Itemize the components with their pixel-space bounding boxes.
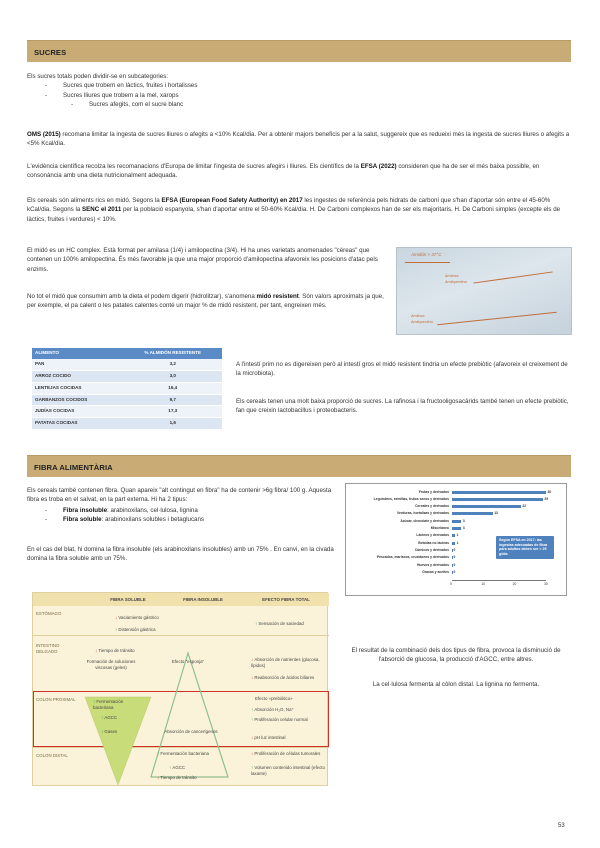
chart-value-label: 29: [544, 496, 549, 501]
chart-bar: [452, 542, 455, 545]
photo-label: Amilopectina: [445, 280, 467, 284]
fibra-intro: [27, 486, 337, 524]
whiteboard-photo: [396, 247, 572, 335]
section-header-sucres: [27, 40, 571, 62]
cell-value: 9,7: [124, 394, 222, 406]
text: A l'intestí prim no es digereixen però al intestí gros el midó resistent tindria un efecte prebiòtic (afavoreix el creixement de la microbiota).: [236, 361, 568, 378]
chart-tick-label: 20: [512, 581, 517, 586]
cellulose-paragraph: [340, 680, 572, 689]
text: Els cereals també contenen fibra. Quan apareix "alt contingut en fibra" ha de contenir >6g fibra/ 100 g. Aquesta fibra es troba en el salvat, en la part externa. Hi ha 2 tipus:: [27, 487, 332, 504]
effect-item: ↓ Tiempo de tránsito: [95, 648, 135, 653]
effect-item: ↓ pH luz intestinal: [251, 735, 286, 740]
chart-category-label: Azúcar, chocolate y derivados: [400, 518, 449, 523]
sucres-intro-block: [27, 72, 571, 109]
photo-label: Amilosa: [445, 274, 459, 278]
text: . Són valors aproximats ja que, per exemple, el pa calent o les patates calentes conté un major % de midó resistent, per tant, engreixen més.: [27, 293, 384, 310]
cell-food: JUDÍAS COCIDAS: [32, 406, 124, 418]
photo-label: Amidón > 37°C: [411, 252, 442, 257]
paragraph-efsa-2022: [27, 162, 571, 181]
chart-tick-label: 0: [450, 581, 452, 586]
col-header: EFECTO FIBRA TOTAL: [262, 597, 310, 602]
text: El midó es un HC complex. Està format per amilasa (1/4) i amilopectina (3/4). Hi ha unes varietats anomenades "céreas" que contenen un 100% amilopectina. És més favorable ja que una major proporció d'amilopectina afavoreix les posicions d'atac pels enzims.: [27, 247, 378, 273]
list-item: [27, 506, 337, 515]
section-title: SUCRES: [34, 48, 67, 57]
chart-annotation: Según EFSA en 2017: las ingestas adecuadas de fibra para adultos deben ser > 25 g/día.: [496, 536, 554, 559]
text: En el cas del blat, hi domina la fibra insoluble (els arabinoxilans insolubles) amb un 75% . En canvi, en la civada domina la fibra soluble amb un 75%.: [27, 546, 334, 563]
cell-food: GARBANZOS COCIDOS: [32, 394, 124, 406]
cell-food: ARROZ COCIDO: [32, 370, 124, 382]
cell-food: PATATAS COCIDAS: [32, 418, 124, 430]
chart-tick-label: 30: [544, 581, 548, 586]
text: Els cereals són aliments rics en midó. Segons la: [27, 197, 162, 204]
cell-value: 16,4: [124, 382, 222, 394]
chart-tick-label: 10: [481, 581, 485, 586]
chart-value-label: 0: [453, 569, 456, 574]
intro-text: Els sucres totals poden dividir-se en subcategories:: [27, 73, 169, 80]
effect-item: ↑ Sensación de saciedad: [255, 621, 304, 626]
cereals-sugar-paragraph: [236, 397, 572, 416]
photo-label: Amilopectina: [411, 320, 433, 324]
column-header: ALIMENTO: [32, 348, 124, 359]
chart-bar: [452, 505, 521, 508]
chart-value-label: 0: [453, 555, 456, 560]
text: Els cereals tenen una molt baixa proporció de sucres. La rafinosa i la fructooligosacàrids també tenen un efecte prebiòtic, fan que creixin lactobacillus i proteobacteris.: [236, 398, 569, 415]
chart-bar: [452, 498, 543, 501]
fiber-components: : arabinoxilans solubles i betaglucans: [101, 515, 205, 523]
effect-item: ↑ Fermentación bacteriana: [93, 699, 124, 710]
effect-item: ↓ Absorción de nutrientes (glucosa, lípidos): [251, 657, 320, 668]
text: La cel·lulosa fermenta al còlon distal. La lignina no fermenta.: [372, 681, 540, 688]
fiber-type: Fibra soluble: [63, 515, 102, 523]
effect-item: Efecto «prebiótico»: [255, 696, 293, 701]
chart-category-label: Frutas y derivados: [418, 489, 449, 494]
insoluble-triangle: [151, 653, 228, 777]
effect-item: ↑ Gases: [101, 729, 118, 734]
text: L'evidència científica recolza les recomanacions d'Europa de limitar l'ingesta de sucres afegirs i lliures. Els científics de la: [27, 163, 361, 170]
oms-ref: OMS (2015): [27, 131, 61, 138]
arrow-line: [437, 312, 556, 326]
effect-item: Efecto "esponja": [171, 659, 205, 664]
chart-category-label: Cereales y derivados: [415, 504, 449, 509]
soluble-triangle: [85, 697, 151, 785]
chart-bar: [452, 512, 493, 515]
list-item: - Sucres lliures que trobem a la mel, xarops: [27, 91, 571, 100]
chart-value-label: 3: [462, 518, 465, 523]
effect-item: ↑ Absorción H₂O, Na⁺: [251, 707, 294, 712]
row-label: COLON PROXIMAL: [36, 697, 76, 702]
sugar-list: [27, 81, 571, 109]
col-header: FIBRA INSOLUBLE: [183, 597, 223, 602]
cell-value: 3,2: [124, 359, 222, 370]
table-row: [32, 418, 222, 430]
chart-bar: [452, 534, 455, 537]
chart-category-label: Grasas y aceites: [422, 569, 449, 574]
arrow-line: [473, 271, 552, 283]
list-item: - Sucres que trobem en làctics, fruites i hortalisses: [27, 81, 571, 90]
section-title: FIBRA ALIMENTÀRIA: [34, 463, 113, 472]
text: No tot el midó que consumim amb la dieta el podem digerir (hidrolitzar), s'anomena: [27, 293, 257, 300]
chart-category-label: Pescados, mariscos, crustáceos y derivados: [376, 555, 449, 560]
text: les ingestes de referència pels hidrats de carboni que s'han d'aportar són entre el 45-60% kCal/dia. Segons la: [27, 197, 551, 214]
section-header-fibra: [27, 455, 571, 477]
chart-category-label: Misceláneo: [430, 526, 449, 530]
col-header: FIBRA SOLUBLE: [110, 597, 146, 602]
table-row: [32, 359, 222, 370]
fiber-components: : arabinoxilans, cel·lulosa, lignina: [107, 506, 198, 514]
effect-item: Absorción de cancerígenos: [164, 729, 218, 734]
chart-value-label: 30: [547, 489, 552, 494]
efsa-ref: EFSA (European Food Safety Authority) en 2017: [161, 197, 303, 204]
paragraph-mido-resistent: [27, 292, 390, 311]
cell-value: 1,6: [124, 418, 222, 430]
effect-item: ↓ Vaciamiento gástrico: [115, 615, 159, 620]
efsa-ref: EFSA (2022): [360, 163, 397, 170]
effect-item: ↑ Proliferación celular normal: [251, 717, 308, 722]
paragraph-efsa-2017: [27, 196, 571, 224]
chart-category-label: Verduras, hortalizas y derivados: [396, 511, 449, 516]
cell-food: PAN: [32, 359, 124, 370]
page-number: 53: [558, 823, 565, 829]
table-row: [32, 394, 222, 406]
table-row: [32, 406, 222, 418]
table-row: [32, 370, 222, 382]
chart-axis: [452, 580, 546, 581]
table-row: [32, 382, 222, 394]
effect-item: ↑ AGCC: [169, 765, 186, 770]
list-item: [27, 515, 337, 524]
paragraph-mido: [27, 246, 390, 274]
chart-bar: [452, 527, 461, 530]
column-header: % ALMIDÓN RESISTENTE: [124, 348, 222, 359]
chart-value-label: 1: [456, 533, 459, 538]
table-header-row: [32, 348, 222, 359]
effect-item: ↑ Fermentación bacteriana: [157, 751, 209, 756]
fiber-combination-paragraph: [340, 646, 572, 665]
resistant-starch-table: [32, 348, 222, 430]
chart-value-label: 1: [456, 540, 459, 545]
effect-item: ↑ Volumen contenido intestinal (efecto laxante): [251, 765, 325, 776]
text: per la població espanyola, s'han d'aportar entre el 50-60% Kcal/dia. H. De Carboni complexos han de ser els majoritaris. H. De Carboni simples (excepte els de làctics, fruites i verdures) < 10%.: [27, 206, 561, 223]
cell-value: 3,0: [124, 370, 222, 382]
oms-text: recomana limitar la ingesta de sucres lliures o afegits a <10% Kcal/dia. Per a obtenir majors beneficis per a la salut, suggereix que es redueixi més la ingesta de sucres lliures o afegits a <5% Kcal/dia.: [27, 131, 570, 148]
effect-item: ↑ AGCC: [101, 715, 118, 720]
effect-item: ↑ Distensión gástrica: [115, 627, 156, 632]
text: El resultat de la combinació dels dos tipus de fibra, provoca la disminució de l'absorció de glucosa, la producció d'AGCC, entre altres.: [351, 647, 561, 664]
row-label: COLON DISTAL: [36, 753, 68, 758]
fiber-types-list: [27, 506, 337, 525]
chart-category-label: Huevos y derivados: [416, 562, 449, 567]
effect-item: ↓ Tiempo de tránsito: [157, 775, 197, 780]
chart-category-label: Legumbres, semillas, frutos secos y derivados: [373, 496, 449, 501]
list-item: - Sucres afegits, com el sucre blanc: [27, 100, 571, 109]
row-label: ESTÓMAGO: [36, 611, 62, 616]
fiber-chart: [345, 483, 567, 596]
chart-category-label: Bebidas no lácteas: [418, 540, 449, 545]
cell-food: LENTEJAS COCIDAS: [32, 382, 124, 394]
paragraph-oms: [27, 130, 571, 149]
senc-ref: SENC el 2011: [82, 206, 122, 214]
effect-item: ↓ Proliferación de células tumorales: [251, 751, 321, 756]
effect-item: Formación de soluciones viscosas (geles): [86, 659, 136, 670]
chart-value-label: 3: [462, 526, 465, 530]
chart-bar: [452, 520, 461, 523]
fiber-effects-diagram: [32, 592, 328, 786]
chart-value-label: 0: [453, 547, 456, 552]
chart-category-label: Cárnicos y derivados: [414, 547, 449, 552]
prebiotic-paragraph: [236, 360, 572, 379]
cell-value: 17,3: [124, 406, 222, 418]
effect-item: ↓ Reabsorción de ácidos biliares: [251, 675, 315, 680]
divider: [405, 262, 450, 263]
chart-value-label: 13: [494, 511, 498, 516]
row-label: INTESTINO DELGADO: [36, 643, 60, 654]
chart-value-label: 22: [522, 504, 527, 509]
fiber-type: Fibra insoluble: [63, 506, 108, 514]
chart-value-label: 0: [453, 562, 456, 567]
wheat-oats-paragraph: [27, 545, 337, 564]
text: consideren que ha de ser el més baixa possible, en consonància amb una dieta nutricionalment adequada.: [27, 163, 540, 180]
chart-bar: [452, 491, 546, 494]
chart-category-label: Lácteos y derivados: [416, 533, 449, 538]
highlight: midó resistent: [256, 293, 299, 300]
photo-label: Amilosa: [411, 314, 425, 318]
